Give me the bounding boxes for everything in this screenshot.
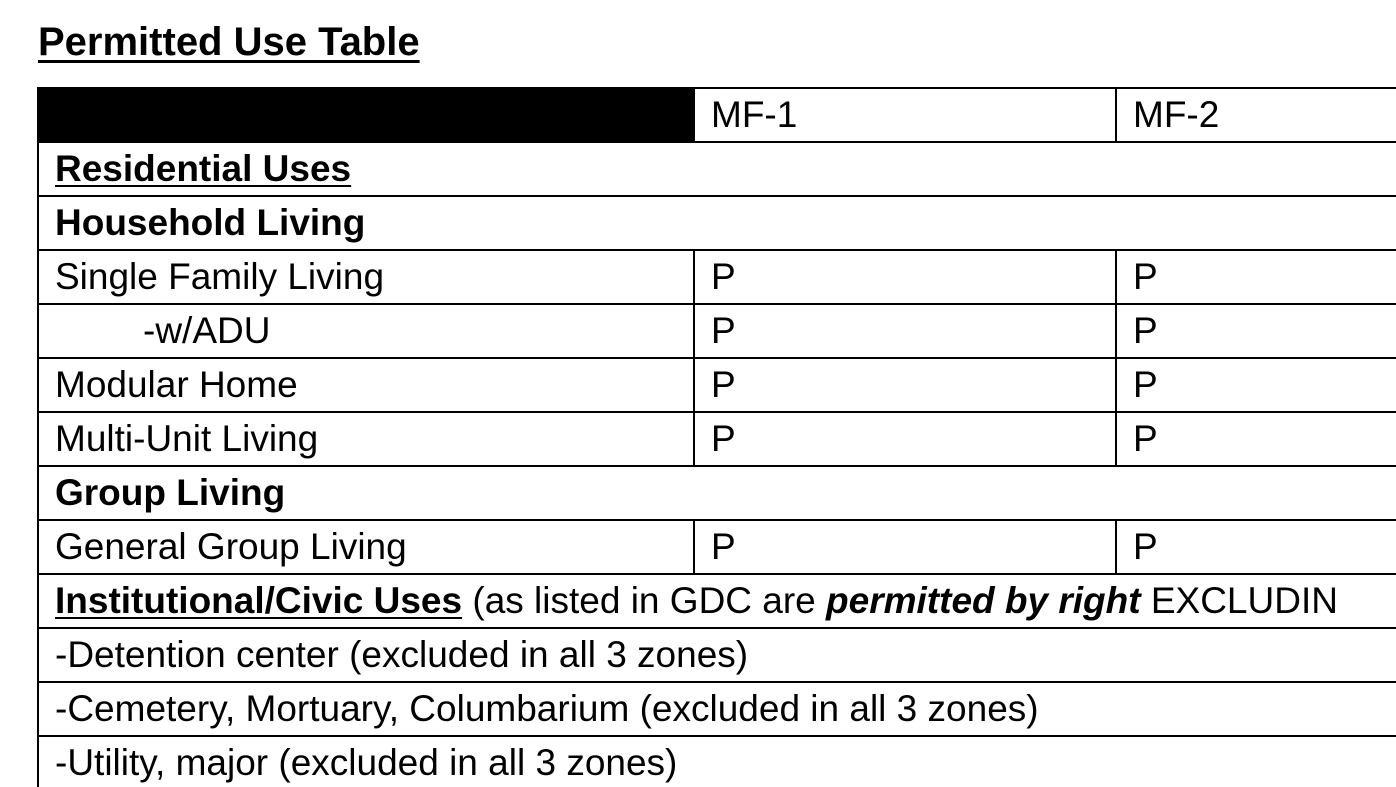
mf1-value: P [694, 250, 1116, 304]
section-heading-institutional: Institutional/Civic Uses [55, 580, 463, 621]
header-blank-cell [38, 88, 694, 142]
table-row [38, 196, 1396, 250]
use-label: Modular Home [38, 358, 694, 412]
table-row [38, 142, 1396, 196]
exclusion-utility: -Utility, major (excluded in all 3 zones) [38, 736, 1396, 787]
header-mf2: MF-2 [1116, 88, 1396, 142]
institutional-text-cont: EXCLUDIN [1140, 580, 1338, 621]
table-row [38, 520, 1396, 574]
institutional-emphasis: permitted by right [826, 580, 1141, 621]
subheading-group-living: Group Living [38, 466, 1396, 520]
header-mf1: MF-1 [694, 88, 1116, 142]
mf2-value: P [1116, 304, 1396, 358]
mf1-value: P [694, 412, 1116, 466]
use-label: General Group Living [38, 520, 694, 574]
mf1-value: P [694, 520, 1116, 574]
permitted-use-table [37, 87, 1396, 787]
use-label: Single Family Living [38, 250, 694, 304]
mf2-value: P [1116, 358, 1396, 412]
institutional-cell [38, 574, 1396, 628]
exclusion-cemetery: -Cemetery, Mortuary, Columbarium (excluded in all 3 zones) [38, 682, 1396, 736]
mf2-value: P [1116, 520, 1396, 574]
table-row [38, 304, 1396, 358]
table-row [38, 250, 1396, 304]
table-row [38, 682, 1396, 736]
exclusion-detention: -Detention center (excluded in all 3 zones) [38, 628, 1396, 682]
mf2-value: P [1116, 412, 1396, 466]
table-row [38, 736, 1396, 787]
section-heading-cell [38, 142, 1396, 196]
use-label: Multi-Unit Living [38, 412, 694, 466]
table-row [38, 412, 1396, 466]
table-header-row [38, 88, 1396, 142]
table-row [38, 628, 1396, 682]
subheading-household-living: Household Living [38, 196, 1396, 250]
use-label: -w/ADU [38, 304, 694, 358]
mf1-value: P [694, 358, 1116, 412]
mf1-value: P [694, 304, 1116, 358]
institutional-text: (as listed in GDC are [462, 580, 827, 621]
mf2-value: P [1116, 250, 1396, 304]
table-row [38, 358, 1396, 412]
section-heading-residential: Residential Uses [55, 148, 352, 189]
table-row [38, 574, 1396, 628]
table-row [38, 466, 1396, 520]
page-title: Permitted Use Table [38, 20, 420, 64]
